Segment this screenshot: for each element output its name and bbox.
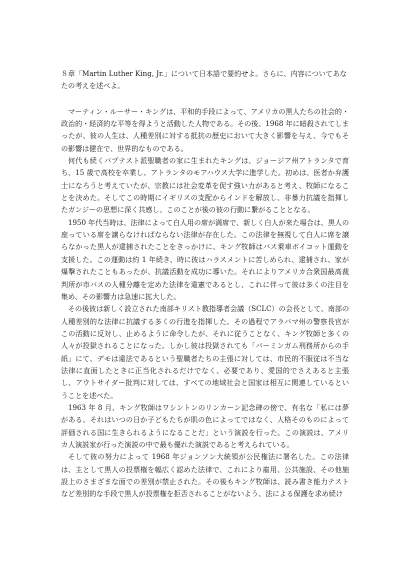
paragraph-bus-boycott: 1950 年代当時は、法律によって白人用の席が満席で、新しく白人が来た場合は、黒人の座っている席を譲らなければならない法律が存在した。この法律を無視して白人に席を譲らなかった黒人が逮捕されたことをきっかけに、キング牧師はバス乗車ボイコット運動を支援した。この運動は約 1 年続き、時に彼はハラスメントに苦しめられ、逮捕され、家が爆撃されたこともあったが、抗議活動を成功に導いた。それによりアメリカ合衆国最高裁判所が市バスの人種分離を定めた法律を違憲であるとし、これに伴って彼は多くの注目を集め、その影響力は急速に拡大した。 xyxy=(61,217,349,301)
document-body xyxy=(61,68,349,501)
paragraph-intro: マーティン・ルーサー・キングは、平和的手段によって、アメリカの黒人たちの社会的・政治的・経済的な平等を得ようと活動した人物である。その後、1968 年に暗殺されてしまったが、彼の人生は、人種差別に対する抵抗の歴史において大きく影響を与え、今でもその影響は健在で、世界的なものである。 xyxy=(61,106,349,153)
paragraph-early-life: 何代も続くバプテスト派聖職者の家に生まれたキングは、ジョージア州アトランタで育ち、15 歳で高校を卒業し、アトランタのモアハウス大学に進学した。初めは、医者か弁護士になろうと考えていたが、宗教には社会変革を促す強い力があると考え、牧師になることを決めた。そしてこの時期にイギリスの支配からインドを解放し、非暴力抗議を指揮したガンジーの思想に深く共感し、このことが後の彼の行動に繋がることとなる。 xyxy=(61,156,349,215)
paragraph-dream-speech: 1963 年 8 月、キング牧師はワシントンのリンカーン記念碑の傍で、有名な「私には夢がある。それはいつの日か子どもたちが肌の色によってではなく、人格そのものによって評価される国に生きられるようになることだ」という演説を行った。この演説は、アメリカ人演説家が行った演説の中で最も優れた演説であると考えられている。 xyxy=(61,402,349,449)
assignment-prompt: ８章「Martin Luther King, Jr.」について日本語で要約せよ。さらに、内容についてあなたの考えを述べよ。 xyxy=(61,69,347,91)
paragraph-sclc: その後彼は新しく設立された南部キリスト教指導者会議（SCLC）の会長として、南部の人種差別的な法律に抗議する多くの行進を指揮した。その過程でアラバマ州の警察長官がこの活動に反対し、止めるように命令したが、それに従うことなく、キング牧師と多くの人々が投獄されることになった。しかし彼は投獄されても「バーミンガム刑務所からの手紙」にて、デモは違法であるという聖職者たちの主張に対しては、市民的不服従は不当な法律に直面したときに正当化されるだけでなく、必要であり、愛国的でさえあると主張し、アウトサイダー批判に対しては、すべての地域社会と国家は相互に関連しているということを述べた。 xyxy=(61,304,349,400)
paragraph-civil-rights-act: そして彼の努力によって 1968 年ジョンソン大統領が公民権法に署名した。この法律は、主として黒人の投票権を幅広く認めた法律で、これにより雇用、公共施設、その他施設上のさまざまな面での差別が禁止された。その後もキング牧師は、読み書き能力テストなど差別的な手段で黒人が投票権を拒否されることがないよう、法による保護を求め続け xyxy=(61,452,349,499)
